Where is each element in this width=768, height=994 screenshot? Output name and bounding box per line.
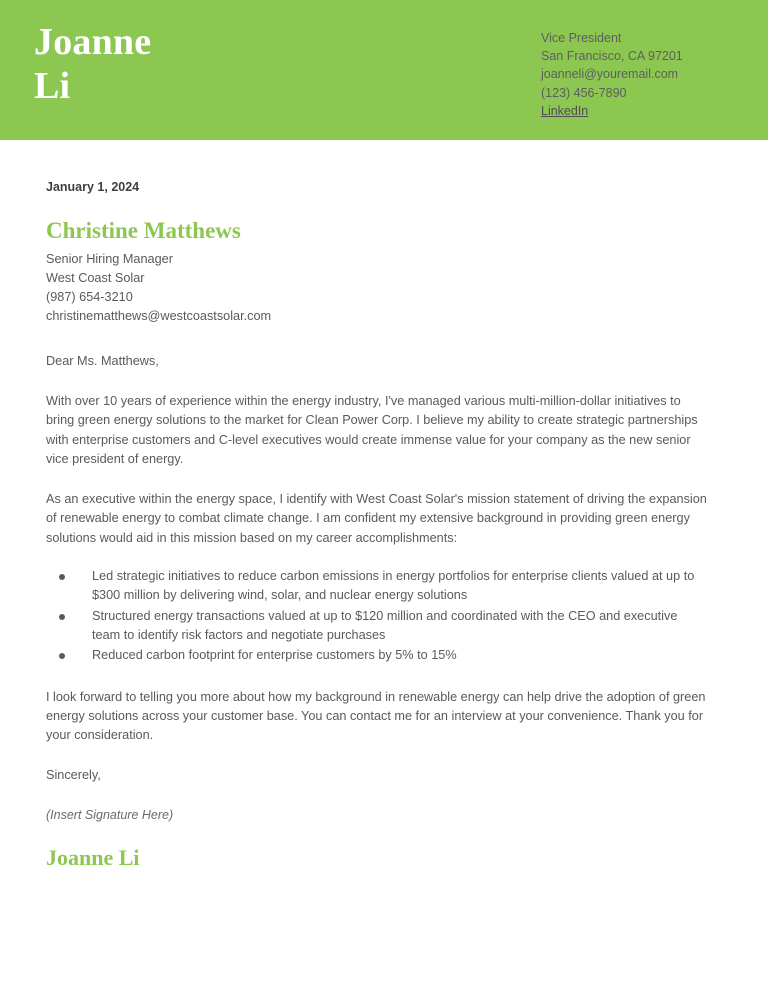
recipient-title: Senior Hiring Manager xyxy=(46,252,173,266)
list-item xyxy=(46,646,709,665)
bullet-dot-icon xyxy=(59,614,65,620)
accomplishments-list xyxy=(46,567,709,665)
body-paragraph-1: With over 10 years of experience within the energy industry, I've managed various multi-million-dollar initiatives to bring green energy solutions to the market for Clean Power Corp. I believe my ability to create strategic partnerships with enterprise customers and C-level executives would create immense value for your company as the new senior vice president of energy. xyxy=(46,394,698,466)
sender-location: San Francisco, CA 97201 xyxy=(541,49,683,64)
bullet-dot-icon xyxy=(59,653,65,659)
recipient-phone: (987) 654-3210 xyxy=(46,290,133,304)
list-item-text: Reduced carbon footprint for enterprise customers by 5% to 15% xyxy=(92,648,457,663)
sender-phone: (123) 456-7890 xyxy=(541,85,627,100)
recipient-name: Christine Matthews xyxy=(46,218,241,243)
list-item-text: Led strategic initiatives to reduce carbon emissions in energy portfolios for enterprise clients valued at up to $300 million by delivering wind, solar, and nuclear energy solutions xyxy=(92,569,695,603)
sender-name xyxy=(34,20,364,108)
sender-email[interactable]: joanneli@youremail.com xyxy=(541,67,679,82)
letter-date: January 1, 2024 xyxy=(46,180,140,194)
recipient-email[interactable]: christinematthews@westcoastsolar.com xyxy=(46,309,272,323)
linkedin-link[interactable]: LinkedIn xyxy=(541,103,589,118)
list-item-text: Structured energy transactions valued at up to $120 million and coordinated with the CEO and executive team to identify risk factors and negotiate purchases xyxy=(92,608,678,642)
body-paragraph-2: As an executive within the energy space, I identify with West Coast Solar's mission statement of driving the expansion of renewable energy to combat climate change. I am confident my extensive background in providing green energy solutions would aid in this mission based on my career accomplishments: xyxy=(46,492,707,545)
signature-placeholder: (Insert Signature Here) xyxy=(46,808,174,823)
salutation: Dear Ms. Matthews, xyxy=(46,354,159,368)
list-item xyxy=(46,567,709,606)
bullet-dot-icon xyxy=(59,574,65,580)
header-banner xyxy=(0,0,768,140)
sender-contact-block xyxy=(541,29,683,120)
sign-off: Sincerely, xyxy=(46,768,101,783)
recipient-company: West Coast Solar xyxy=(46,271,145,285)
letter-body xyxy=(46,179,709,871)
list-item xyxy=(46,607,709,646)
sender-name-line1: Joanne xyxy=(34,21,152,63)
sender-job-title: Vice President xyxy=(541,31,622,45)
closing-paragraph: I look forward to telling you more about how my background in renewable energy can help drive the adoption of green energy solutions across your customer base. You can contact me for an interview at your convenience. Thank you for your consideration. xyxy=(46,689,706,743)
recipient-block xyxy=(46,217,709,326)
sender-name-line2: Li xyxy=(34,65,71,107)
signature-name: Joanne Li xyxy=(46,845,140,871)
